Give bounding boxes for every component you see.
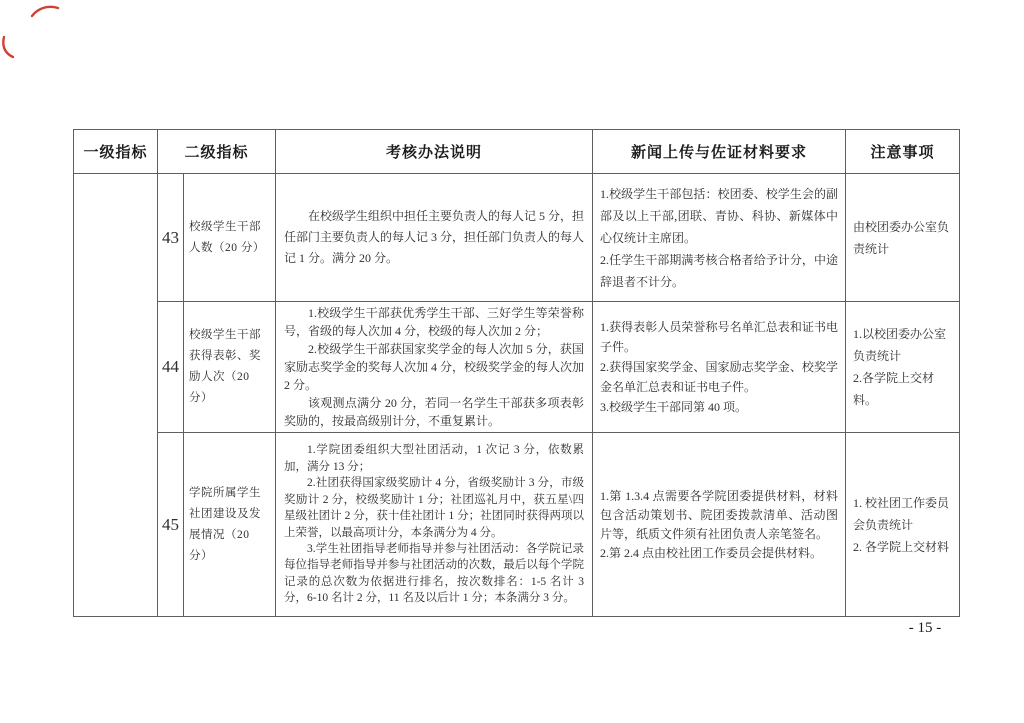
evidence-item: 1.第 1.3.4 点需要各学院团委提供材料，材料包含活动策划书、院团委拨款清单、活动图片等，纸质文件须有社团负责人亲笔签名。 xyxy=(600,488,839,541)
table-row-45 xyxy=(74,433,960,617)
note-item: 1. 校社团工作委员会负责统计 xyxy=(853,495,950,532)
table-row-43 xyxy=(74,174,960,302)
note-item: 2.各学院上交材料。 xyxy=(853,371,935,407)
evidence-cell xyxy=(593,433,846,617)
assessment-table xyxy=(73,129,960,617)
assessment-method-cell xyxy=(276,433,593,617)
row-number: 45 xyxy=(158,433,184,617)
level2-indicator: 校级学生干部获得表彰、奖励人次（20 分） xyxy=(184,302,276,433)
method-paragraph: 该观测点满分 20 分，若同一名学生干部获多项表彰奖励的，按最高级别计分，不重复累计。 xyxy=(284,396,585,428)
red-pen-mark-icon xyxy=(28,2,62,22)
note-item: 2. 各学院上交材料 xyxy=(853,539,950,554)
method-paragraph: 在校级学生组织中担任主要负责人的每人记 5 分，担任部门主要负责人的每人记 3 分，担任部门负责人的每人记 1 分。满分 20 分。 xyxy=(284,209,585,265)
evidence-cell xyxy=(593,302,846,433)
note-item: 由校团委办公室负责统计 xyxy=(853,219,950,256)
evidence-item: 1.获得表彰人员荣誉称号名单汇总表和证书电子件。 xyxy=(600,320,839,354)
red-pen-mark-icon xyxy=(0,34,20,60)
assessment-method-cell xyxy=(276,174,593,302)
evidence-item: 2.任学生干部期满考核合格者给予计分，中途辞退者不计分。 xyxy=(600,252,839,289)
evidence-item: 2.获得国家奖学金、国家励志奖学金、校奖学金名单汇总表和证书电子件。 xyxy=(600,360,839,394)
evidence-cell xyxy=(593,174,846,302)
notes-cell xyxy=(846,302,960,433)
method-paragraph: 3.学生社团指导老师指导并参与社团活动：各学院记录每位指导老师指导并参与社团活动的次数，最后以每个学院记录的总次数为依据进行排名，按次数排名：1-5 名计 3 分，6-10 名计 2 分，11 名及以后计 1 分；本条满分 3 分。 xyxy=(284,542,585,605)
note-item: 1.以校团委办公室负责统计 xyxy=(853,327,947,363)
page-number: - 15 - xyxy=(908,620,942,636)
evidence-item: 1.校级学生干部包括：校团委、校学生会的副部及以上干部,团联、青协、科协、新媒体中心仅统计主席团。 xyxy=(600,186,839,245)
method-paragraph: 1.校级学生干部获优秀学生干部、三好学生等荣誉称号，省级的每人次加 4 分，校级的每人次加 2 分； xyxy=(284,306,585,338)
level2-indicator: 学院所属学生社团建设及发展情况（20 分） xyxy=(184,433,276,617)
table-row-44 xyxy=(74,302,960,433)
evidence-item: 2.第 2.4 点由校社团工作委员会提供材料。 xyxy=(600,545,823,560)
header-notes: 注意事项 xyxy=(846,130,960,174)
method-paragraph: 2.校级学生干部获国家奖学金的每人次加 5 分，获国家励志奖学金的奖每人次加 4 分，校级奖学金的每人次加 2 分。 xyxy=(284,342,585,392)
row-number: 44 xyxy=(158,302,184,433)
method-paragraph: 1.学院团委组织大型社团活动，1 次记 3 分，依数累加，满分 13 分； xyxy=(284,444,585,473)
level1-indicator-cell xyxy=(74,174,158,617)
notes-cell xyxy=(846,174,960,302)
row-number: 43 xyxy=(158,174,184,302)
header-level2-indicator: 二级指标 xyxy=(158,130,276,174)
header-evidence-requirements: 新闻上传与佐证材料要求 xyxy=(593,130,846,174)
level2-indicator: 校级学生干部人数（20 分） xyxy=(184,174,276,302)
header-level1-indicator: 一级指标 xyxy=(74,130,158,174)
method-paragraph: 2.社团获得国家级奖励计 4 分，省级奖励计 3 分，市级奖励计 2 分，校级奖励计 1 分；社团巡礼月中，获五星\四星级社团计 2 分，获十佳社团计 1 分；社团同时获得两项以上荣誉，以最高项计分，本条满分为 4 分。 xyxy=(284,477,585,539)
notes-cell xyxy=(846,433,960,617)
assessment-method-cell xyxy=(276,302,593,433)
header-row xyxy=(74,130,960,174)
header-assessment-method: 考核办法说明 xyxy=(276,130,593,174)
evidence-item: 3.校级学生干部同第 40 项。 xyxy=(600,400,748,414)
